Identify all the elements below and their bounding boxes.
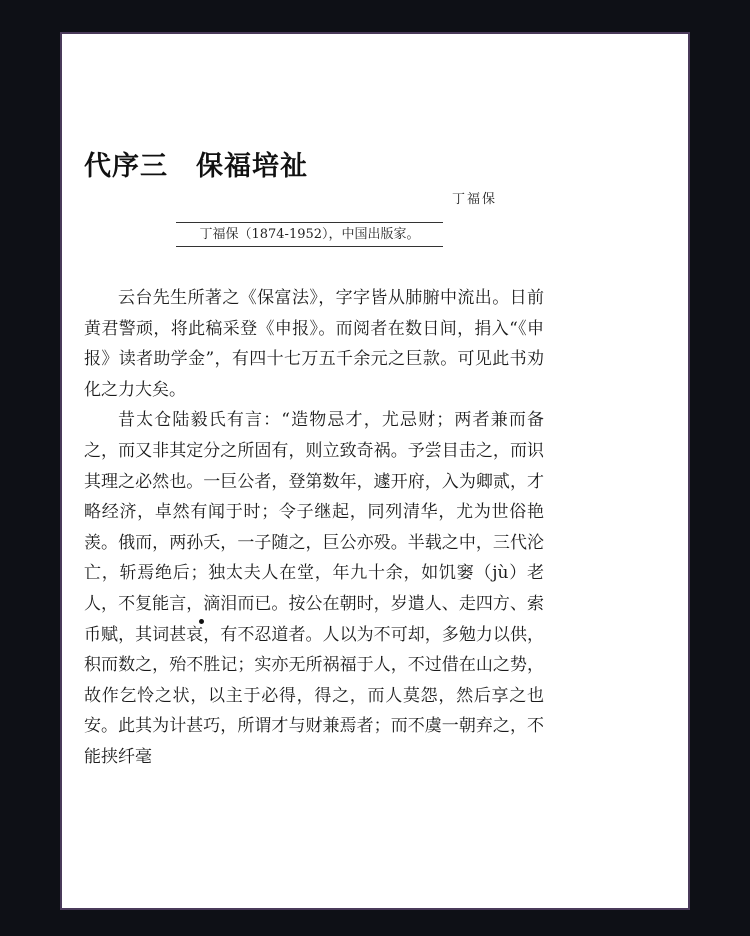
author-name: 丁福保 [452, 192, 498, 207]
body-text [84, 283, 544, 773]
paragraph: 云台先生所著之《保富法》，字字皆从肺腑中流出。日前黄君警顽，将此稿采登《申报》。而阅者在数日间，捐入“《申报》读者助学金”，有四十七万五千余元之巨款。可见此书劝化之力大矣。 [84, 288, 544, 400]
emphasis-dot [199, 619, 204, 624]
chapter-title: 代序三 保福培祉 [84, 151, 308, 182]
paragraph: 昔太仓陆毅氏有言：“造物忌才，尤忌财；两者兼而备之，而又非其定分之所固有，则立致奇祸。予尝目击之，而识其理之必然也。一巨公者，登第数年，遽开府，入为卿贰，才略经济，卓然有闻于时；令子继起，同列清华，尤为世俗艳羡。俄而，两孙夭，一子随之，巨公亦殁。半载之中，三代沦亡，斩焉绝后；独太夫人在堂，年九十余，如饥窭（jù）老人，不复能言，滴泪而已。按公在朝时，岁遣人、走四方、索币赋，其词甚哀，有不忍道者。人以为不可却，多勉力以供，积而数之，殆不胜记；实亦无所祸福于人，不过借在山之势，故作乞怜之状，以主于必得，得之，而人莫怨，然后享之也安。此其为计甚巧，所谓才与财兼焉者；而不虞一朝弃之，不能挟纤毫 [84, 410, 544, 767]
author-bio-note: 丁福保（1874-1952），中国出版家。 [176, 222, 443, 247]
